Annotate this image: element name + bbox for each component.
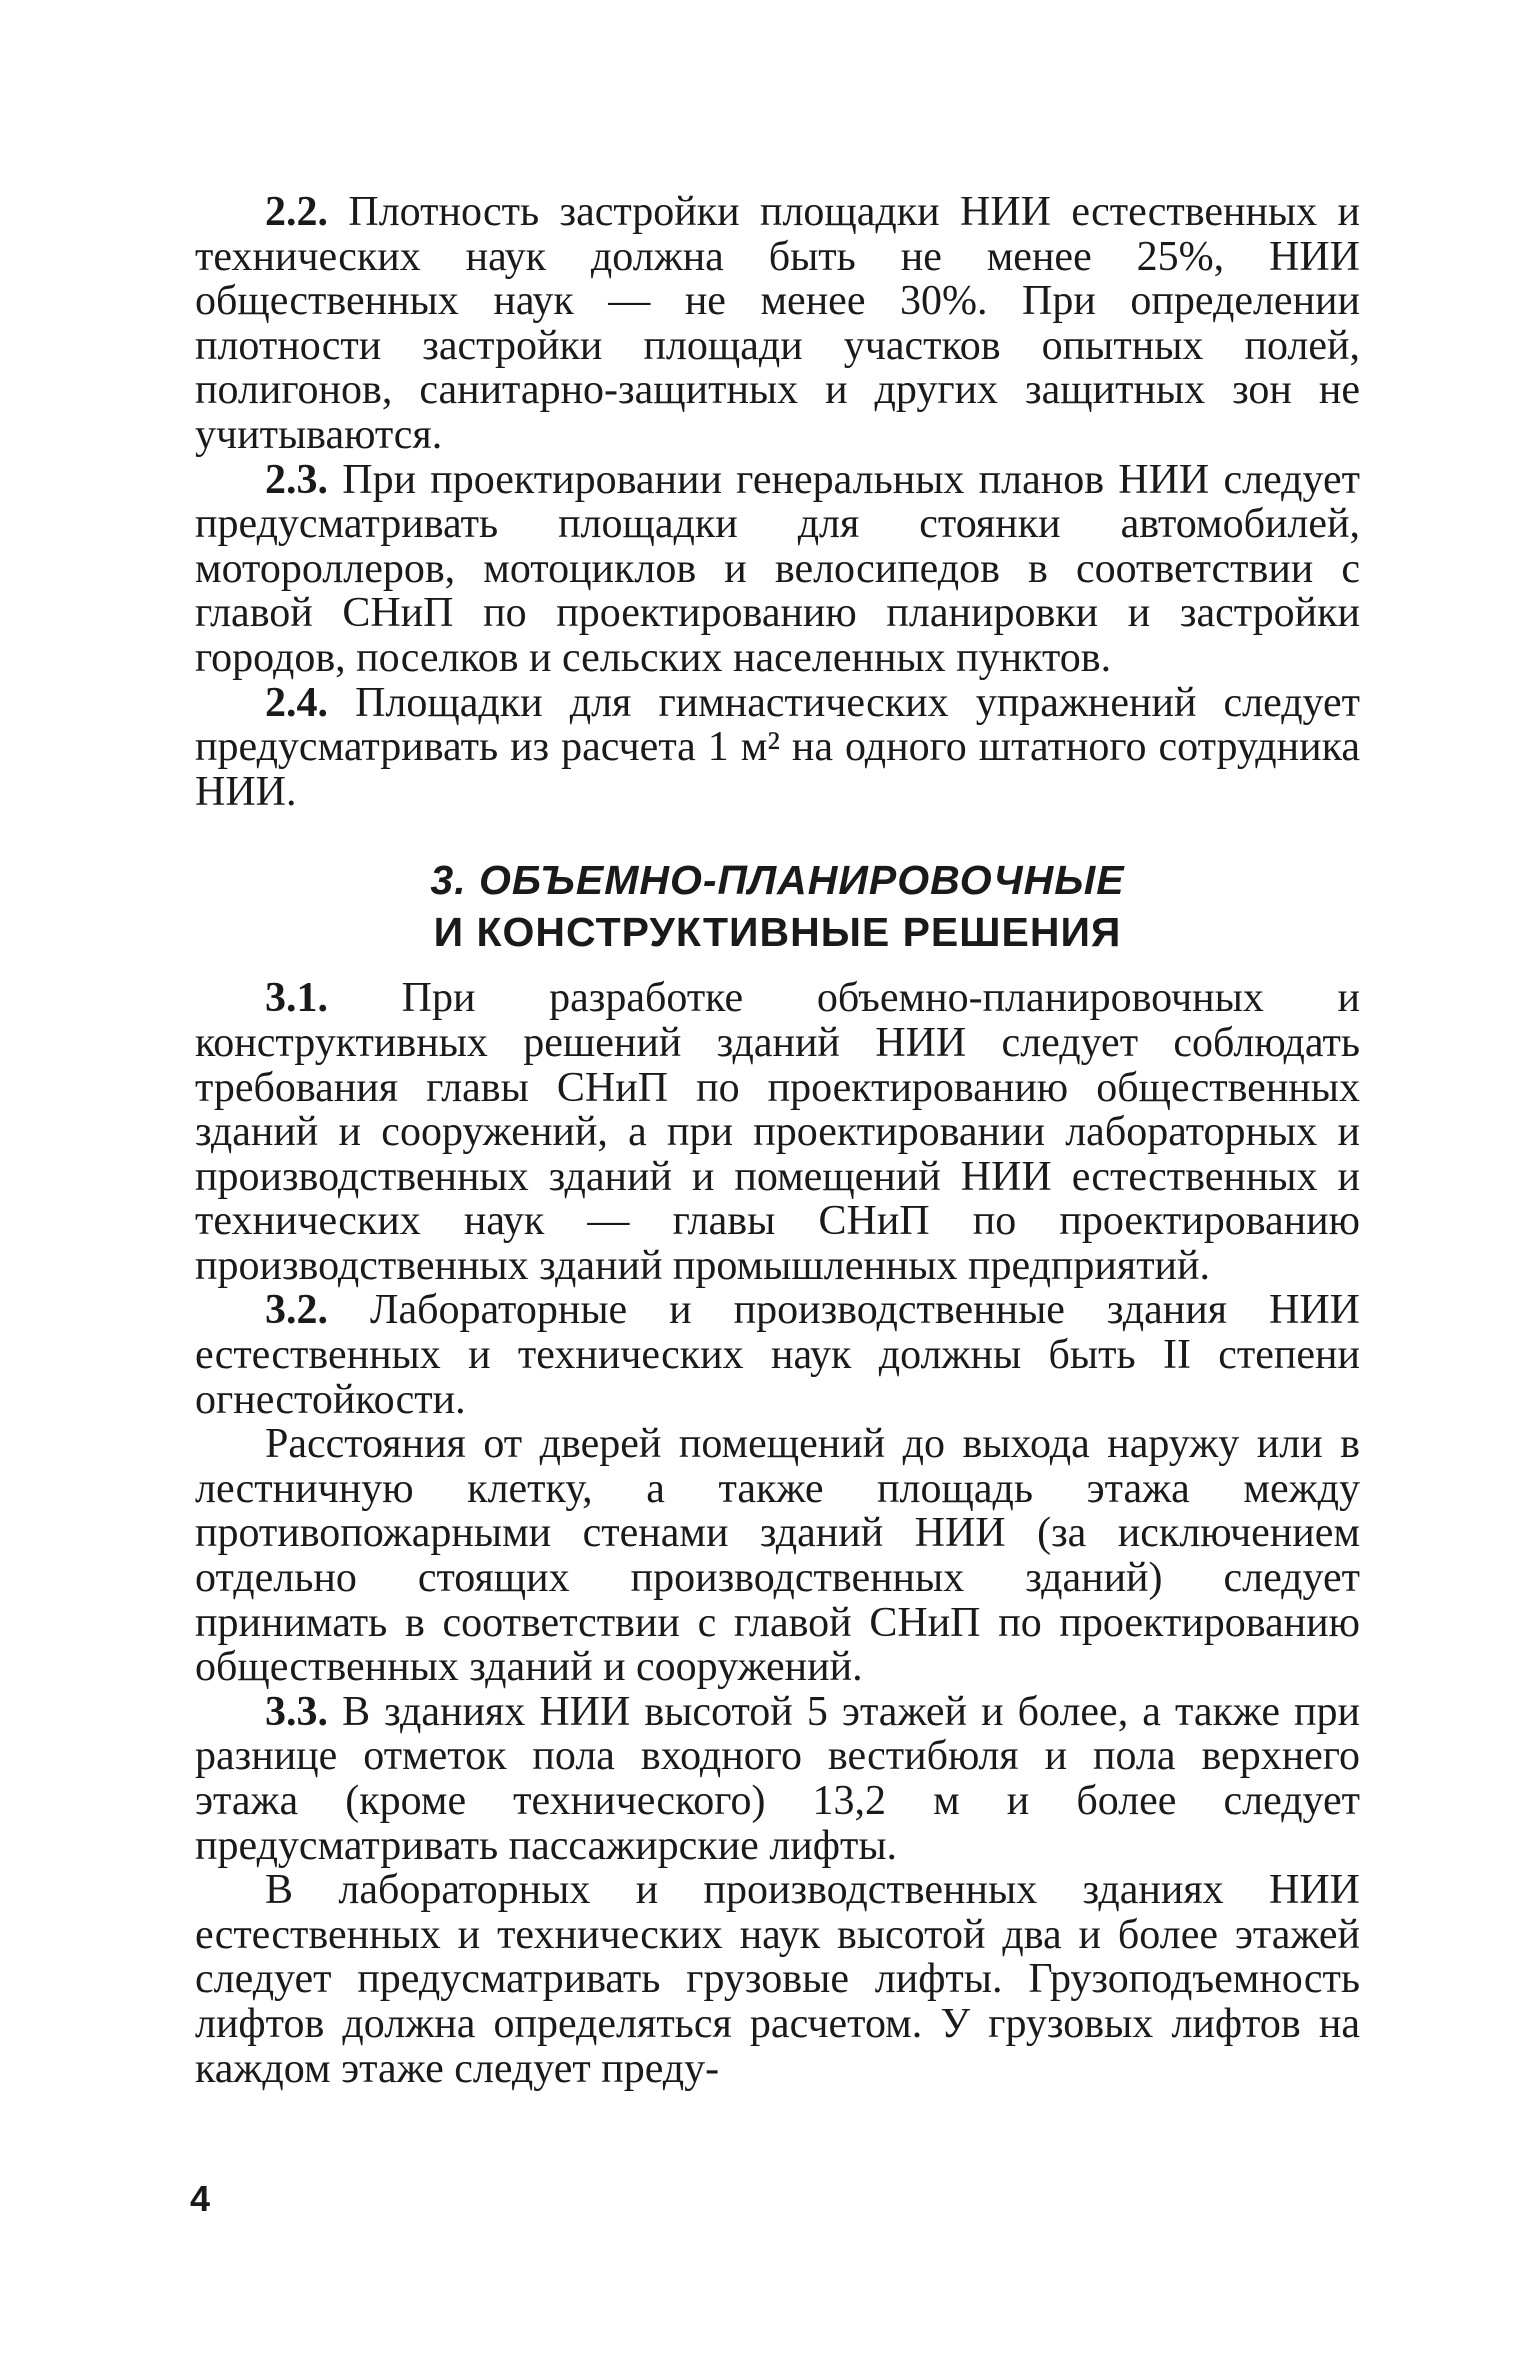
paragraph-3-2-continued: Расстояния от дверей помещений до выхода наружу или в лестничную клетку, а также площадь этажа между противопожарными стенами зданий НИИ (за исключением отдельно стоящих производственных зданий) следует принимать в соответствии с главой СНиП по проектированию общественных зданий и сооружений. [195, 1421, 1360, 1691]
paragraph-3-1 [195, 976, 1360, 1288]
section-heading-line-2: И КОНСТРУКТИВНЫЕ РЕШЕНИЯ [433, 909, 1122, 956]
paragraph-3-3-continued: В лабораторных и производственных зданиях НИИ естественных и технических наук высотой два и более этажей следует предусматривать грузовые лифты. Грузоподъемность лифтов должна определяться расчетом. У грузовых лифтов на каждом этаже следует преду- [195, 1867, 1360, 2092]
paragraph-text: При разработке объемно-планировочных и конструктивных решений зданий НИИ следует соблюдать требования главы СНиП по проектированию общественных зданий и сооружений, а при проектировании лабораторных и производственных зданий и помещений НИИ естественных и технических наук — главы СНиП по проектированию производственных зданий промышленных предприятий. [195, 975, 1361, 1289]
paragraph-number: 3.2. [265, 1287, 328, 1334]
paragraph-text: Плотность застройки площадки НИИ естественных и технических наук должна быть не менее 25%, НИИ общественных наук — не менее 30%. При определении плотности застройки площади участков опытных полей, полигонов, санитарно-защитных и других защитных зон не учитываются. [195, 189, 1360, 458]
section-heading-line-1: 3. ОБЪЕМНО-ПЛАНИРОВОЧНЫЕ [430, 857, 1125, 904]
paragraph-text: В зданиях НИИ высотой 5 этажей и более, а также при разнице отметок пола входного вестибюля и пола верхнего этажа (кроме технического) 13,2 м и более следует предусматривать пассажирские лифты. [195, 1688, 1360, 1869]
page-number: 4 [190, 2178, 211, 2219]
paragraph-2-3 [195, 458, 1360, 681]
paragraph-text: При проектировании генеральных планов НИИ следует предусматривать площадки для стоянки автомобилей, мотороллеров, мотоциклов и велосипедов в соответствии с главой СНиП по проектированию планировки и застройки городов, поселков и сельских населенных пунктов. [195, 456, 1360, 681]
paragraph-2-2 [195, 190, 1360, 458]
document-page [195, 190, 1360, 2091]
paragraph-number: 2.2. [265, 189, 328, 235]
section-heading [195, 854, 1360, 958]
paragraph-number: 3.1. [265, 975, 328, 1022]
paragraph-text: Площадки для гимнастических упражнений следует предусматривать из расчета 1 м² на одного штатного сотрудника НИИ. [195, 679, 1361, 815]
paragraph-3-2 [195, 1288, 1360, 1422]
paragraph-text: Лабораторные и производственные здания НИИ естественных и технических наук должны быть II степени огнестойкости. [195, 1287, 1361, 1423]
paragraph-number: 2.4. [265, 679, 328, 726]
paragraph-number: 2.3. [265, 456, 328, 503]
paragraph-number: 3.3. [265, 1688, 328, 1735]
paragraph-2-4 [195, 681, 1360, 815]
paragraph-3-3 [195, 1690, 1360, 1868]
